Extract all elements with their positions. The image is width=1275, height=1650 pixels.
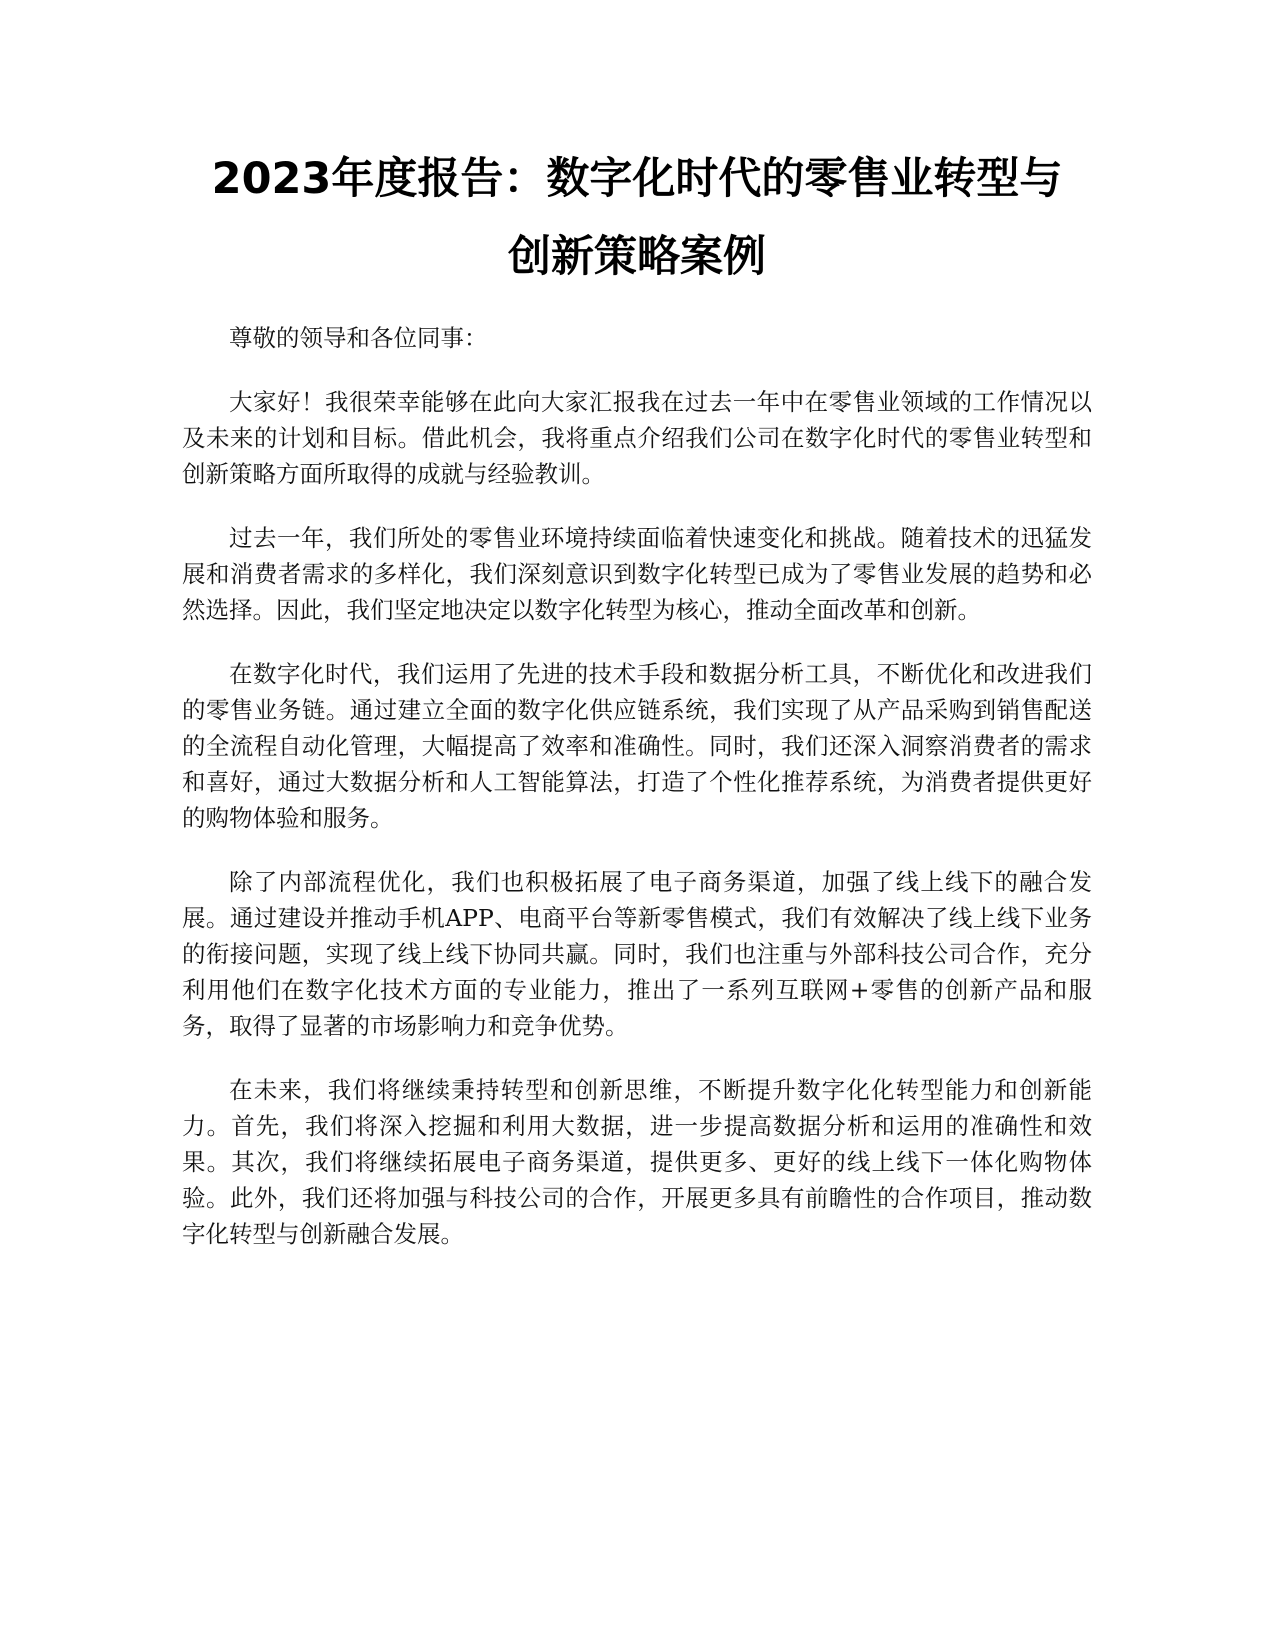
title-line-1: 2023年度报告：数字化时代的零售业转型与 — [211, 154, 1063, 204]
document-title — [182, 140, 1092, 296]
title-line-2: 创新策略案例 — [508, 232, 766, 282]
paragraph-intro: 大家好！我很荣幸能够在此向大家汇报我在过去一年中在零售业领域的工作情况以及未来的计划和目标。借此机会，我将重点介绍我们公司在数字化时代的零售业转型和创新策略方面所取得的成就与经验教训。 — [182, 388, 1092, 488]
salutation: 尊敬的领导和各位同事： — [229, 324, 488, 352]
paragraph-digital-supply-chain: 在数字化时代，我们运用了先进的技术手段和数据分析工具，不断优化和改进我们的零售业务链。通过建立全面的数字化供应链系统，我们实现了从产品采购到销售配送的全流程自动化管理，大幅提高了效率和准确性。同时，我们还深入洞察消费者的需求和喜好，通过大数据分析和人工智能算法，打造了个性化推荐系统，为消费者提供更好的购物体验和服务。 — [182, 660, 1092, 832]
paragraph-background: 过去一年，我们所处的零售业环境持续面临着快速变化和挑战。随着技术的迅猛发展和消费者需求的多样化，我们深刻意识到数字化转型已成为了零售业发展的趋势和必然选择。因此，我们坚定地决定以数字化转型为核心，推动全面改革和创新。 — [182, 524, 1092, 624]
paragraph-ecommerce: 除了内部流程优化，我们也积极拓展了电子商务渠道，加强了线上线下的融合发展。通过建设并推动手机APP、电商平台等新零售模式，我们有效解决了线上线下业务的衔接问题，实现了线上线下协同共赢。同时，我们也注重与外部科技公司合作，充分利用他们在数字化技术方面的专业能力，推出了一系列互联网+零售的创新产品和服务，取得了显著的市场影响力和竞争优势。 — [182, 868, 1092, 1040]
paragraph-future-plans: 在未来，我们将继续秉持转型和创新思维，不断提升数字化化转型能力和创新能力。首先，我们将深入挖掘和利用大数据，进一步提高数据分析和运用的准确性和效果。其次，我们将继续拓展电子商务渠道，提供更多、更好的线上线下一体化购物体验。此外，我们还将加强与科技公司的合作，开展更多具有前瞻性的合作项目，推动数字化转型与创新融合发展。 — [182, 1076, 1092, 1248]
document-page — [182, 140, 1092, 1252]
